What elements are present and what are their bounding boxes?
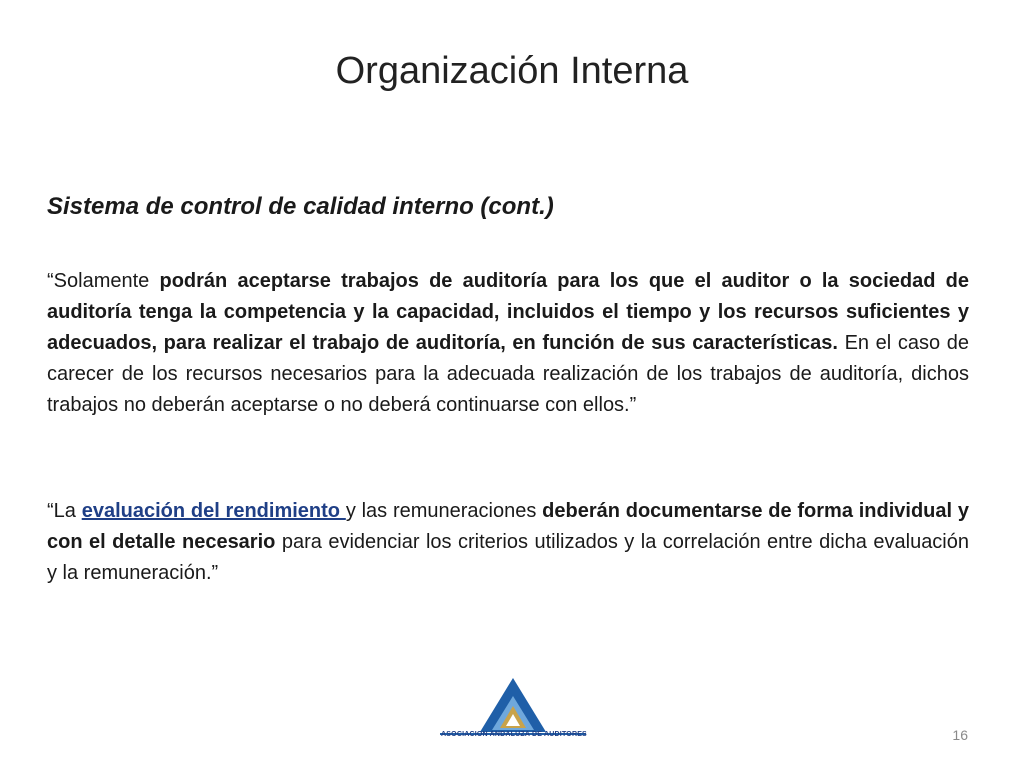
p1-text-1: “Solamente (47, 270, 160, 292)
paragraph-2 (47, 496, 969, 589)
slide-title: Organización Interna (335, 50, 689, 92)
p2-text-1: “La (47, 500, 82, 522)
logo-text: ASOCIACION ANDALUZA DE AUDITORES (441, 731, 587, 738)
p1-bold-1: podrán aceptarse trabajos de auditoría para los que el auditor o la sociedad de auditoría tenga la competencia y la capacidad, incluidos el tiempo y los recursos suficientes y adecuados, para realizar el trabajo de auditoría, en función de sus características. (47, 270, 969, 354)
section-subtitle: Sistema de control de calidad interno (cont.) (47, 193, 554, 220)
p2-text-3: para evidenciar los criterios utilizados y la correlación entre dicha evaluación y la remuneración.” (47, 531, 970, 584)
p2-bold-1: deberán documentarse de forma individual y con el detalle necesario (47, 500, 969, 553)
slide-number: 16 (952, 727, 968, 743)
evaluacion-rendimiento-link[interactable]: evaluación del rendimiento (81, 500, 346, 522)
p1-text-2: En el caso de carecer de los recursos necesarios para la adecuada realización de los trabajos de auditoría, dichos trabajos no deberán aceptarse o no deberá continuarse con ellos.” (47, 332, 970, 416)
p2-text-2: y las remuneraciones (345, 500, 543, 522)
paragraph-1 (47, 266, 969, 421)
